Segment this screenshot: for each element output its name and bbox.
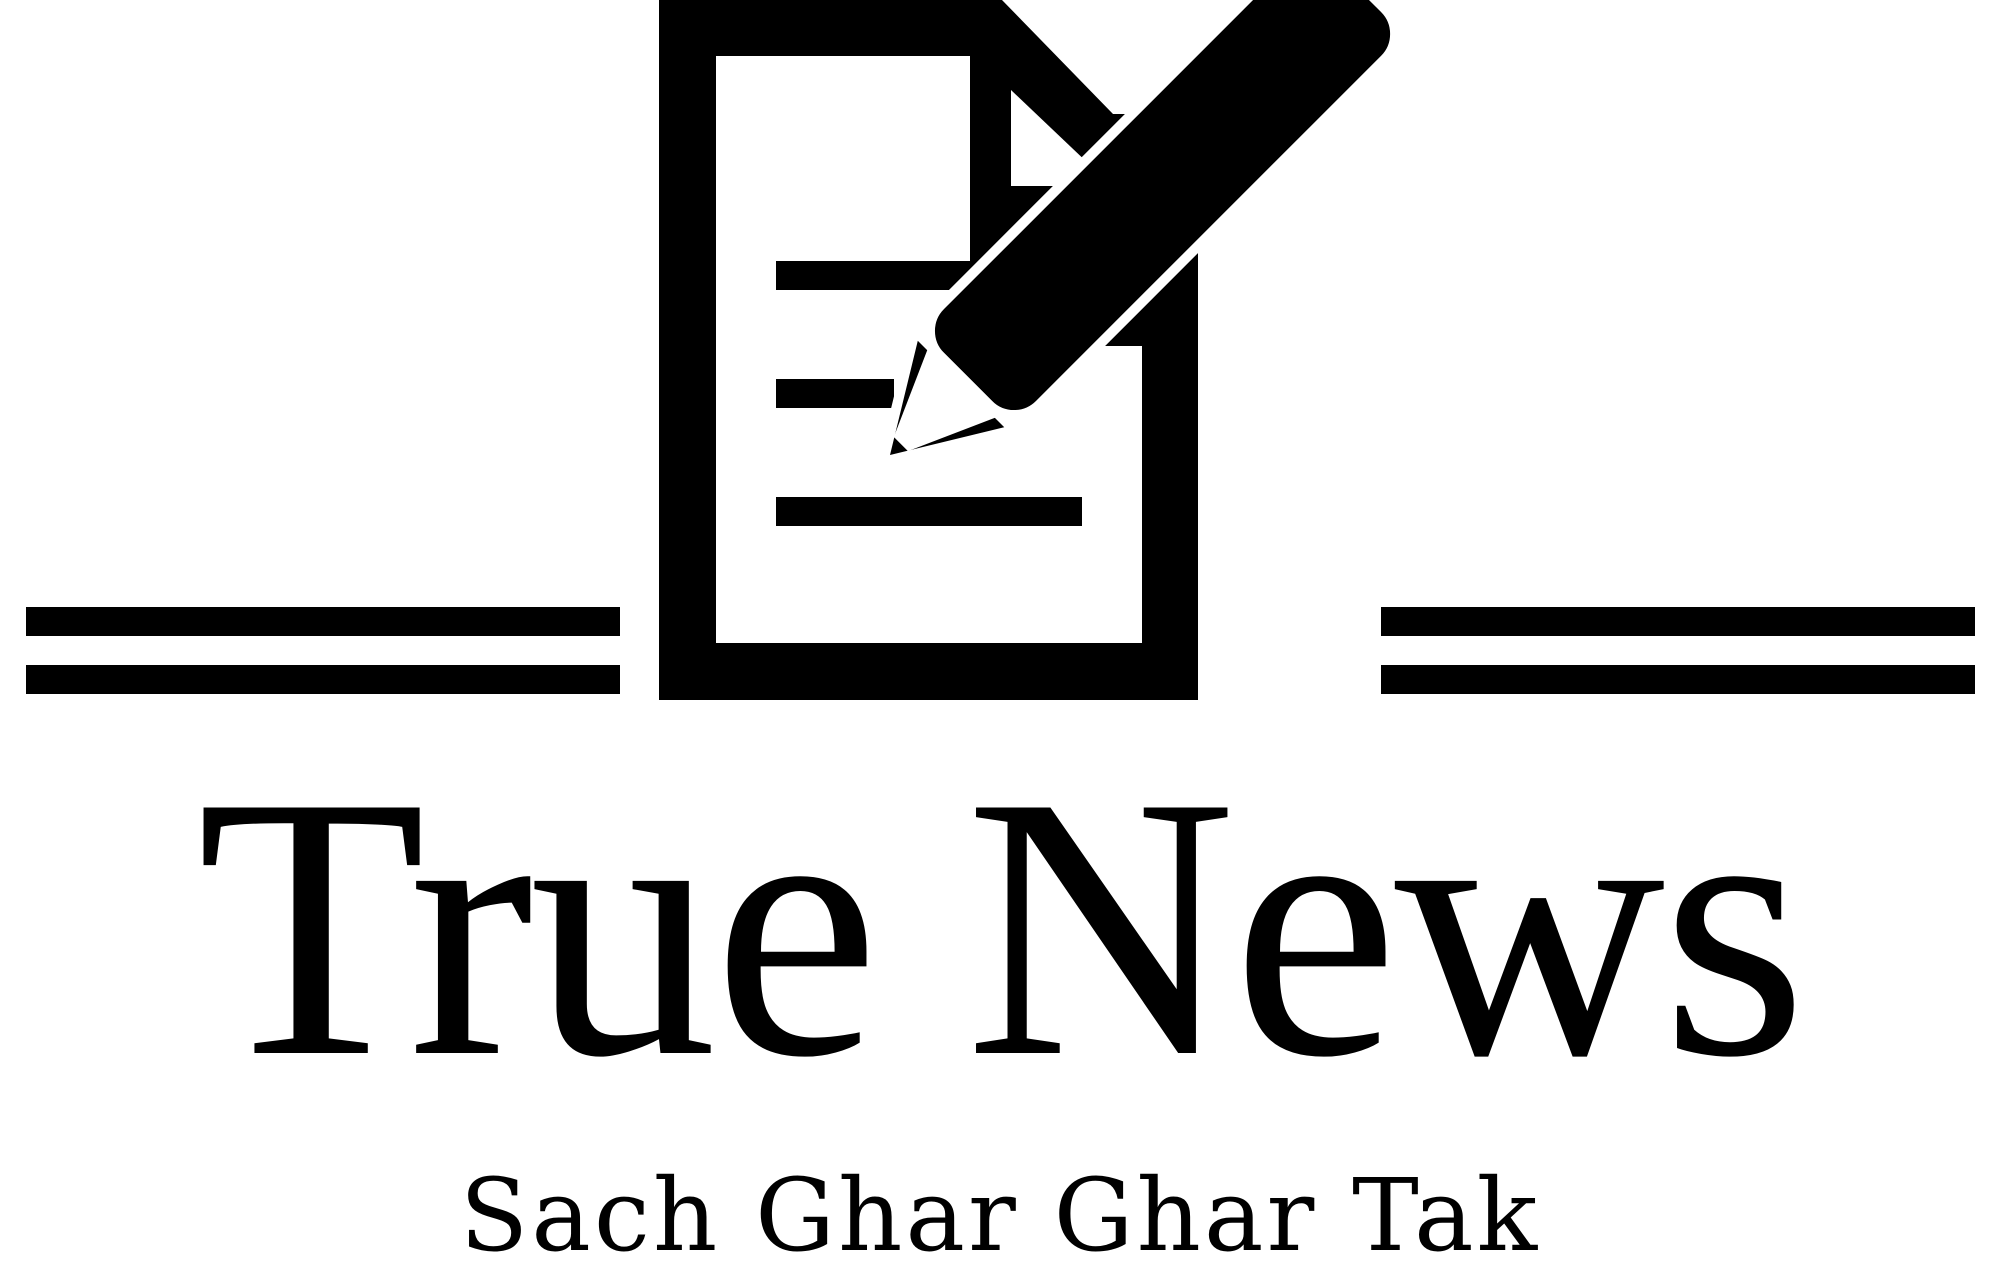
divider-right-bottom — [1381, 665, 1975, 694]
document-line-3 — [776, 497, 1082, 526]
brand-name: True News — [196, 720, 1804, 1135]
document-line-1 — [776, 261, 970, 290]
divider-left-bottom — [26, 665, 620, 694]
divider-left-top — [26, 607, 620, 636]
tagline: Sach Ghar Ghar Tak — [459, 1157, 1541, 1274]
divider-right-top — [1381, 607, 1975, 636]
pencil-icon — [834, 0, 1410, 511]
document-line-2 — [776, 379, 894, 408]
